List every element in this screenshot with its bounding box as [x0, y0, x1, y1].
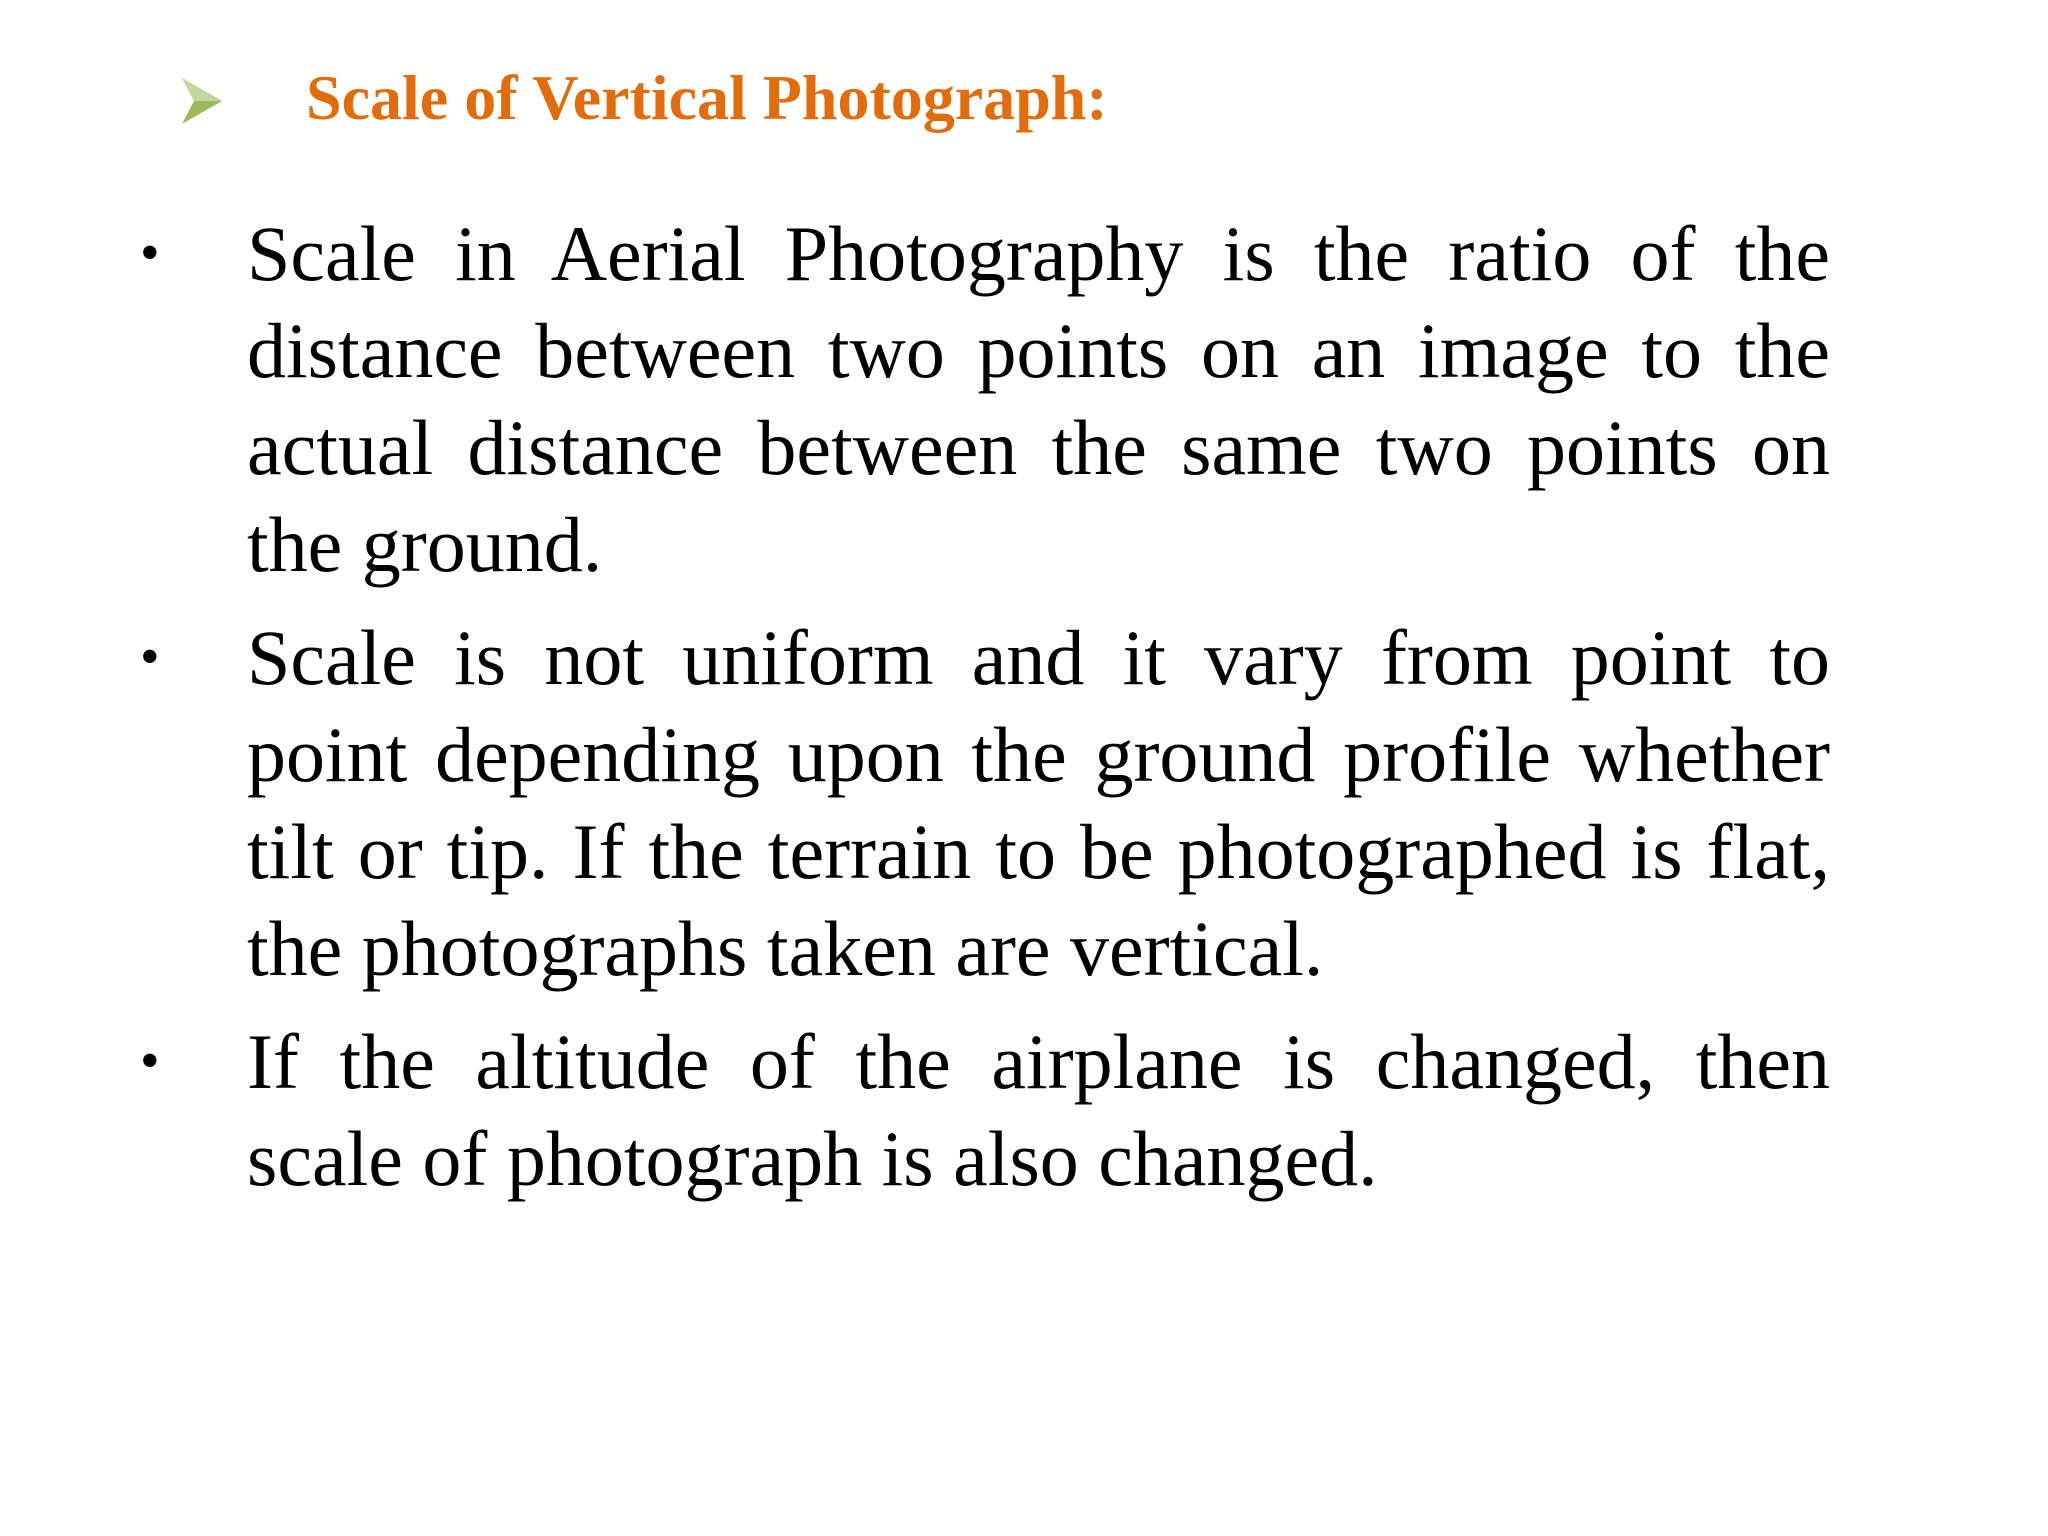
- bullet-item: [140, 609, 1830, 997]
- bullet-list: [140, 205, 1830, 1223]
- bullet-text: Scale is not uniform and it vary from point to point depending upon the ground profile whether tilt or tip. If the terrain to be photographed is flat, the photographs taken are vertical.: [247, 614, 1830, 992]
- bullet-item: [140, 1013, 1830, 1207]
- bullet-marker: •: [140, 222, 160, 284]
- arrow-right-icon: [180, 76, 224, 126]
- bullet-marker: •: [140, 626, 160, 688]
- slide-heading: [180, 58, 1108, 138]
- bullet-item: [140, 205, 1830, 593]
- slide-title: Scale of Vertical Photograph:: [306, 62, 1108, 133]
- bullet-text: If the altitude of the airplane is changed, then scale of photograph is also changed.: [247, 1018, 1830, 1202]
- bullet-text: Scale in Aerial Photography is the ratio of the distance between two points on an image to the actual distance between the same two points on the ground.: [247, 210, 1830, 588]
- bullet-marker: •: [140, 1030, 160, 1092]
